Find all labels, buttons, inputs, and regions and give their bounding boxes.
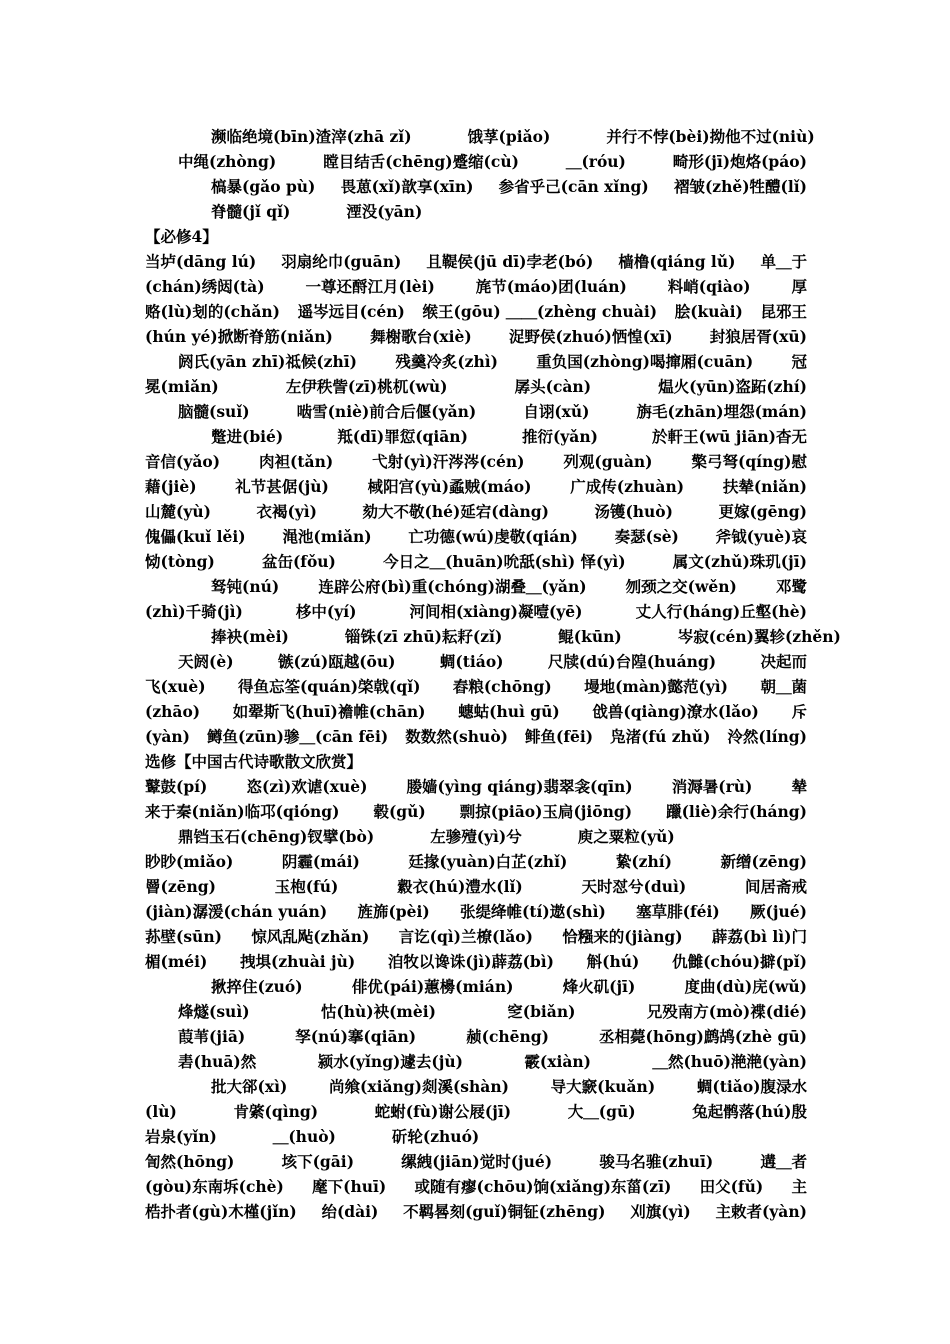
vocab-entry: 批大郤(xì)	[211, 1077, 288, 1096]
vocab-entry: 揪捽住(zuó)	[211, 977, 303, 996]
vocab-entry: 重负国(zhòng)喝撺厢(cuān)	[536, 352, 754, 371]
vocab-entry: 辇	[791, 777, 807, 796]
vocab-entry: 孱头(càn)	[514, 377, 592, 396]
vocab-entry: 肉袒(tǎn)	[259, 452, 334, 471]
vocab-entry: 推衍(yǎn)	[521, 427, 598, 446]
vocab-entry: 刎颈之交(wěn)	[625, 577, 737, 596]
vocab-entry: 玉枹(fú)	[274, 877, 339, 896]
vocab-entry: 广成传(zhuàn)	[570, 477, 685, 496]
vocab-entry: 拽埧(zhuài jù)	[240, 952, 356, 971]
vocab-entry: 缧絏(jiān)觉时(jué)	[401, 1152, 553, 1171]
document-page	[145, 124, 841, 1224]
vocab-entry: (chán)绣闼(tà)	[145, 277, 265, 296]
vocab-entry: 料峭(qiào)	[667, 277, 751, 296]
vocab-entry: 汤镬(huò)	[594, 502, 673, 521]
vocab-entry: 兔起鹘落(hú)殷	[692, 1102, 807, 1121]
vocab-entry: 浞野侯(zhuó)恓惶(xī)	[508, 327, 673, 346]
text-line	[145, 674, 807, 699]
vocab-entry: 封狼居胥(xū)	[709, 327, 807, 346]
text-line	[145, 799, 807, 824]
vocab-entry: 自诩(xǔ)	[523, 402, 590, 421]
text-line	[145, 1024, 807, 1049]
text-line	[145, 849, 807, 874]
vocab-entry: 亡功德(wú)虔敬(qián)	[408, 527, 578, 546]
vocab-entry: 数数然(shuò)	[405, 727, 508, 746]
vocab-entry: 凫渚(fú zhǔ)	[610, 727, 711, 746]
vocab-entry: 【必修4】	[145, 227, 218, 246]
vocab-entry: 舂粮(chōng)	[452, 677, 552, 696]
vocab-entry: 毂(gǔ)	[373, 802, 426, 821]
text-line	[145, 949, 807, 974]
section-heading	[145, 749, 807, 774]
vocab-entry: 塞草腓(féi)	[636, 902, 720, 921]
vocab-entry: 田父(fǔ)	[699, 1177, 764, 1196]
vocab-entry: 旌旆(pèi)	[357, 902, 430, 921]
text-line	[145, 624, 841, 649]
text-line	[145, 374, 807, 399]
vocab-entry: 音信(yǎo)	[145, 452, 221, 471]
vocab-entry: 弋射(yì)汗涔涔(cén)	[372, 452, 525, 471]
vocab-entry: 单＿于	[760, 252, 807, 271]
text-line	[145, 1199, 807, 1224]
vocab-entry: ＿然(huō)滟滟(yàn)	[652, 1052, 807, 1071]
vocab-entry: 度曲(dù)庑(wǔ)	[684, 977, 807, 996]
vocab-entry: 消溽暑(rù)	[671, 777, 753, 796]
vocab-entry: 缑王(gōu) ＿＿(zhèng chuài)	[422, 302, 658, 321]
vocab-entry: 朝＿菌	[760, 677, 807, 696]
vocab-entry: 厚	[791, 277, 807, 296]
vocab-entry: 天时怼兮(duì)	[581, 877, 687, 896]
text-line	[145, 174, 807, 199]
text-line	[145, 774, 807, 799]
vocab-entry: 棫阳宫(yù)蟊贼(máo)	[367, 477, 532, 496]
vocab-entry: 肯綮(qìng)	[233, 1102, 319, 1121]
vocab-entry: 怙(hù)袂(mèi)	[320, 1002, 436, 1021]
vocab-entry: 脊髓(jǐ qǐ)	[211, 202, 291, 221]
vocab-entry: 啮雪(niè)前合后偃(yǎn)	[296, 402, 477, 421]
vocab-entry: 阏氏(yān zhī)祗候(zhī)	[178, 352, 357, 371]
vocab-entry: 窆(biǎn)	[507, 1002, 576, 1021]
vocab-entry: 捧袂(mèi)	[211, 627, 289, 646]
vocab-entry: 荪壁(sūn)	[145, 927, 222, 946]
vocab-entry: 中绳(zhòng)	[178, 152, 277, 171]
vocab-entry: 斥	[791, 702, 807, 721]
text-line	[145, 999, 807, 1024]
vocab-entry: 恰糨来的(jiàng)	[562, 927, 683, 946]
vocab-entry: 左伊秩訾(zī)桃杌(wù)	[285, 377, 448, 396]
text-line	[145, 649, 807, 674]
vocab-entry: (lù)	[145, 1102, 177, 1121]
vocab-entry: 遥岑远目(cén)	[297, 302, 405, 321]
text-line	[145, 974, 807, 999]
vocab-entry: 廷掾(yuàn)白芷(zhǐ)	[408, 852, 568, 871]
vocab-entry: 新缯(zēng)	[720, 852, 807, 871]
text-line	[145, 549, 807, 574]
vocab-entry: 衣褐(yì)	[256, 502, 317, 521]
vocab-entry: 樯橹(qiáng lǔ)	[618, 252, 736, 271]
text-line	[145, 249, 807, 274]
vocab-entry: 媵嫱(yìng qiáng)翡翠衾(qīn)	[406, 777, 633, 796]
vocab-entry: 葭苇(jiā)	[178, 1027, 246, 1046]
vocab-entry: 间居斋戒	[744, 877, 807, 896]
vocab-entry: 得鱼忘筌(quán)棨戟(qǐ)	[237, 677, 421, 696]
vocab-entry: 飞(xuè)	[145, 677, 206, 696]
vocab-entry: 畏葸(xǐ)歆享(xīn)	[340, 177, 474, 196]
vocab-entry: 昆邪王	[760, 302, 807, 321]
vocab-entry: 如翚斯飞(huī)襜帷(chān)	[232, 702, 426, 721]
vocab-entry: 檠弓弩(qíng)慰	[691, 452, 807, 471]
vocab-entry: 冕(miǎn)	[145, 377, 219, 396]
vocab-entry: 縠衣(hú)澧水(lǐ)	[397, 877, 523, 896]
vocab-entry: 畸形(jī)炮烙(páo)	[672, 152, 807, 171]
vocab-entry: 絷(zhí)	[615, 852, 672, 871]
vocab-entry: 驽钝(nú)	[211, 577, 280, 596]
vocab-entry: 扶辇(niǎn)	[722, 477, 807, 496]
vocab-entry: 山麓(yù)	[145, 502, 211, 521]
vocab-entry: 鲲(kūn)	[558, 627, 622, 646]
vocab-entry: 梏扑者(gù)木槿(jǐn)	[145, 1202, 297, 1221]
vocab-entry: 尺牍(dú)台隍(huáng)	[547, 652, 717, 671]
text-line	[145, 149, 807, 174]
vocab-entry: 绐(dài)	[321, 1202, 379, 1221]
text-line	[145, 449, 807, 474]
vocab-entry: 刈旗(yì)	[630, 1202, 691, 1221]
vocab-entry: 岩泉(yǐn)	[145, 1127, 217, 1146]
vocab-entry: 斫轮(zhuó)	[391, 1127, 480, 1146]
vocab-entry: 旃毛(zhān)埋怨(mán)	[636, 402, 807, 421]
vocab-entry: 脍(kuài)	[674, 302, 743, 321]
vocab-entry: 鳟鱼(zūn)骖＿(cān fēi)	[206, 727, 389, 746]
vocab-entry: 丈人行(háng)丘壑(hè)	[635, 602, 807, 621]
vocab-entry: 劾大不敬(hé)延宕(dàng)	[362, 502, 549, 521]
text-line	[145, 899, 807, 924]
vocab-entry: 傀儡(kuǐ lěi)	[145, 527, 246, 546]
vocab-entry: 濒临绝境(bīn)渣滓(zhā zǐ)	[211, 127, 412, 146]
vocab-entry: 蜩(tiáo)	[439, 652, 504, 671]
vocab-entry: 骏马名骓(zhuī)	[599, 1152, 714, 1171]
vocab-entry: 河间相(xiàng)凝噎(yē)	[409, 602, 583, 621]
vocab-entry: 赂(lù)刬的(chǎn)	[145, 302, 281, 321]
vocab-entry: 蛇蚹(fù)谢公屐(jī)	[374, 1102, 512, 1121]
vocab-entry: 赪(chēng)	[466, 1027, 549, 1046]
vocab-entry: 或随有瘳(chōu)饷(xiǎng)东菑(zī)	[414, 1177, 672, 1196]
text-line	[145, 499, 807, 524]
vocab-entry: 瞠目结舌(chēng)蹙缩(cù)	[323, 152, 519, 171]
vocab-entry: 舞榭歌台(xiè)	[370, 327, 472, 346]
vocab-entry: 槁暴(gǎo pù)	[211, 177, 316, 196]
vocab-entry: 剽掠(piāo)玉扃(jiōng)	[459, 802, 633, 821]
vocab-entry: 眇眇(miǎo)	[145, 852, 234, 871]
vocab-entry: 礼节甚倨(jù)	[235, 477, 329, 496]
vocab-entry: 颍水(yǐng)遽去(jù)	[317, 1052, 463, 1071]
text-line	[145, 424, 807, 449]
section-heading	[145, 224, 807, 249]
vocab-entry: 遘＿者	[760, 1152, 807, 1171]
vocab-entry: 訇然(hōng)	[145, 1152, 235, 1171]
vocab-entry: 斧钺(yuè)哀	[715, 527, 807, 546]
vocab-entry: 於軒王(wū jiān)杳无	[651, 427, 807, 446]
vocab-entry: 一尊还酹江月(lèi)	[305, 277, 435, 296]
text-line	[145, 1174, 807, 1199]
vocab-entry: 脑髓(suǐ)	[178, 402, 250, 421]
vocab-entry: 庾之粟粒(yǔ)	[577, 827, 675, 846]
text-line	[145, 274, 807, 299]
vocab-entry: 麾下(huī)	[312, 1177, 387, 1196]
vocab-entry: 恣(zì)欢谑(xuè)	[246, 777, 368, 796]
vocab-entry: 蜩(tiǎo)腹渌水	[696, 1077, 807, 1096]
vocab-entry: 大＿(gū)	[567, 1102, 636, 1121]
vocab-entry: 鼎铛玉石(chēng)钗擘(bò)	[178, 827, 375, 846]
vocab-entry: 连辟公府(bì)重(chóng)湖叠＿(yǎn)	[318, 577, 587, 596]
vocab-entry: 褶皱(zhě)牲醴(lǐ)	[673, 177, 807, 196]
vocab-entry: (yàn)	[145, 727, 190, 746]
vocab-entry: 盆缶(fǒu)	[261, 552, 336, 571]
text-line	[145, 399, 807, 424]
vocab-entry: 恸(tòng)	[145, 552, 215, 571]
vocab-entry: 孥(nú)搴(qiān)	[295, 1027, 417, 1046]
vocab-entry: 厥(jué)	[750, 902, 807, 921]
text-line	[145, 924, 807, 949]
vocab-entry: 今日之＿(huān)吮舐(shì) 怿(yì)	[383, 552, 626, 571]
text-line	[145, 349, 807, 374]
vocab-entry: 湮没(yān)	[346, 202, 423, 221]
vocab-entry: 不羁晷刻(guǐ)铜钲(zhēng)	[403, 1202, 606, 1221]
vocab-entry: (jiàn)潺湲(chán yuán)	[145, 902, 328, 921]
vocab-entry: 烽燧(suì)	[178, 1002, 250, 1021]
vocab-entry: 栘中(yí)	[295, 602, 357, 621]
text-line	[145, 124, 815, 149]
vocab-entry: 罾(zēng)	[145, 877, 216, 896]
vocab-entry: 天阏(è)	[178, 652, 234, 671]
vocab-entry: 渑池(miǎn)	[282, 527, 372, 546]
text-line	[145, 824, 807, 849]
vocab-entry: 烽火矶(jī)	[562, 977, 636, 996]
text-line	[145, 874, 807, 899]
vocab-entry: (gòu)东南坼(chè)	[145, 1177, 284, 1196]
vocab-entry: 仇雠(chóu)擗(pǐ)	[672, 952, 807, 971]
vocab-entry: 斛(hú)	[586, 952, 640, 971]
vocab-entry: 羽扇纶巾(guān)	[281, 252, 402, 271]
vocab-entry: 来于秦(niǎn)临邛(qióng)	[145, 802, 340, 821]
vocab-entry: (hún yé)掀断脊筋(niǎn)	[145, 327, 333, 346]
text-line	[145, 1049, 807, 1074]
vocab-entry: 丞相薨(hōng)鹧鸪(zhè gū)	[598, 1027, 807, 1046]
vocab-entry: 更嫁(gēng)	[718, 502, 807, 521]
vocab-entry: 导大窾(kuǎn)	[550, 1077, 656, 1096]
vocab-entry: 蹩进(bié)	[211, 427, 284, 446]
vocab-entry: 言讫(qì)兰橑(lǎo)	[398, 927, 533, 946]
text-line	[145, 474, 807, 499]
text-line	[145, 1074, 807, 1099]
vocab-entry: 兄殁南方(mò)褋(dié)	[646, 1002, 807, 1021]
vocab-entry: 蟪蛄(huì gū)	[458, 702, 560, 721]
vocab-entry: 列观(guàn)	[563, 452, 653, 471]
vocab-entry: 饿莩(piǎo)	[467, 127, 551, 146]
vocab-entry: ＿(huò)	[272, 1127, 336, 1146]
vocab-entry: 主敕者(yàn)	[715, 1202, 807, 1221]
vocab-entry: 属文(zhǔ)珠玑(jī)	[672, 552, 807, 571]
vocab-entry: 洎牧以谗诛(jì)薜荔(bì)	[387, 952, 554, 971]
text-line	[145, 1099, 807, 1124]
vocab-entry: 煴火(yūn)盗跖(zhí)	[658, 377, 807, 396]
vocab-entry: 决起而	[760, 652, 807, 671]
vocab-entry: 鼙鼓(pí)	[145, 777, 208, 796]
vocab-entry: 藉(jiè)	[145, 477, 197, 496]
vocab-entry: 并行不悖(bèi)拗他不过(niù)	[606, 127, 815, 146]
text-line	[145, 599, 807, 624]
vocab-entry: 残羹冷炙(zhì)	[395, 352, 498, 371]
vocab-entry: 参省乎己(cān xǐng)	[498, 177, 649, 196]
vocab-entry: 冠	[791, 352, 807, 371]
vocab-entry: 奏瑟(sè)	[614, 527, 679, 546]
vocab-entry: 羝(dī)罪愆(qiān)	[337, 427, 468, 446]
vocab-entry: 左骖殪(yì)兮	[430, 827, 522, 846]
text-line	[145, 1149, 807, 1174]
vocab-entry: 旄节(máo)团(luán)	[475, 277, 627, 296]
vocab-entry: 邓鹭	[775, 577, 807, 596]
vocab-entry: 躐(liè)余行(háng)	[666, 802, 807, 821]
vocab-entry: 俳优(pái)蕙櫋(mián)	[351, 977, 514, 996]
text-line	[145, 574, 807, 599]
vocab-entry: (zhāo)	[145, 702, 201, 721]
text-line	[145, 1124, 807, 1149]
text-line	[145, 724, 807, 749]
vocab-entry: 当垆(dāng lú)	[145, 252, 257, 271]
vocab-entry: (zhì)千骑(jì)	[145, 602, 243, 621]
vocab-entry: 惊风乱飐(zhǎn)	[251, 927, 370, 946]
text-line	[145, 699, 807, 724]
vocab-entry: 张缇绛帷(tí)遨(shì)	[460, 902, 606, 921]
vocab-entry: 阴霾(mái)	[281, 852, 360, 871]
text-line	[145, 299, 807, 324]
vocab-entry: 墁地(màn)懿范(yì)	[584, 677, 729, 696]
vocab-entry: 岑寂(cén)翼轸(zhěn)	[677, 627, 841, 646]
text-line	[145, 524, 807, 549]
vocab-entry: 镞(zú)瓯越(ōu)	[277, 652, 396, 671]
vocab-entry: 垓下(gāi)	[281, 1152, 355, 1171]
vocab-entry: 砉(huā)然	[178, 1052, 257, 1071]
vocab-entry: 薜荔(bì lì)门	[711, 927, 807, 946]
vocab-entry: 泠然(líng)	[727, 727, 807, 746]
vocab-entry: 楣(méi)	[145, 952, 208, 971]
text-line	[145, 199, 807, 224]
text-line	[145, 324, 807, 349]
vocab-entry: 霰(xiàn)	[524, 1052, 591, 1071]
vocab-entry: 选修【中国古代诗歌散文欣赏】	[145, 752, 363, 771]
vocab-entry: ＿(róu)	[565, 152, 626, 171]
vocab-entry: 鲱鱼(fēi)	[524, 727, 594, 746]
vocab-entry: 戗兽(qiàng)潦水(lǎo)	[592, 702, 759, 721]
vocab-entry: 且鞮侯(jū dī)孛老(bó)	[426, 252, 594, 271]
vocab-entry: 锱铢(zī zhū)耘耔(zǐ)	[344, 627, 503, 646]
vocab-entry: 尚飨(xiǎng)剡溪(shàn)	[329, 1077, 509, 1096]
vocab-entry: 主	[791, 1177, 807, 1196]
